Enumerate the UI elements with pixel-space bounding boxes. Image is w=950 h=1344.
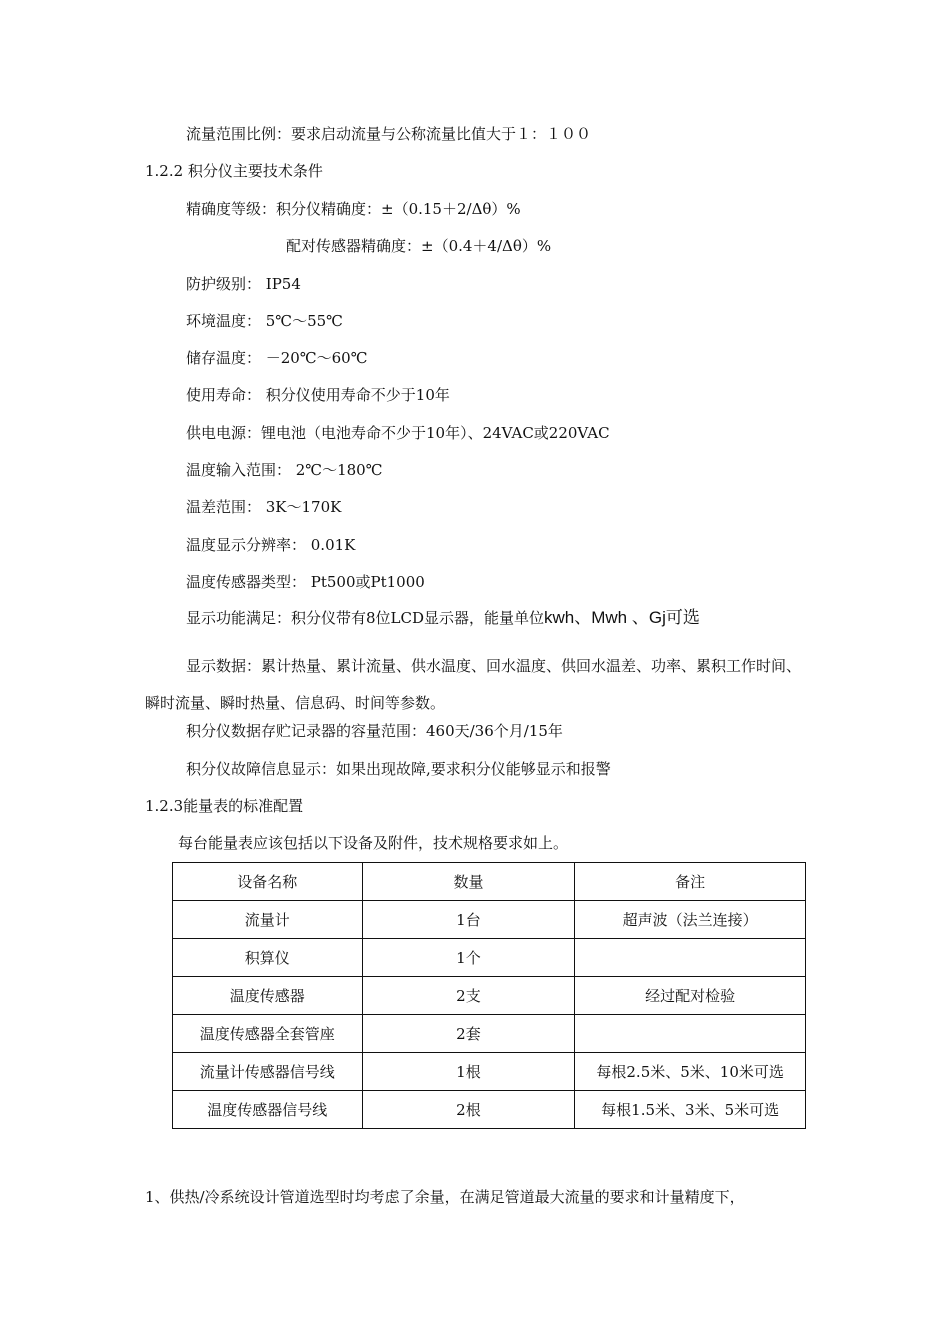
temp-diff-line: 温差范围： 3K～170K bbox=[186, 498, 342, 516]
accuracy-line: 精确度等级：积分仪精确度：±（0.15＋2/Δθ）% bbox=[186, 200, 521, 218]
table-cell: 2根 bbox=[362, 1091, 575, 1129]
section-heading-1-2-2: 1.2.2 积分仪主要技术条件 bbox=[145, 162, 323, 180]
table-cell bbox=[575, 1015, 806, 1053]
table-cell: 2支 bbox=[362, 977, 575, 1015]
table-cell: 1个 bbox=[362, 939, 575, 977]
table-row bbox=[173, 1053, 806, 1091]
section-heading-1-2-3: 1.2.3能量表的标准配置 bbox=[145, 797, 304, 815]
table-row bbox=[173, 1015, 806, 1053]
table-cell: 温度传感器 bbox=[173, 977, 363, 1015]
temp-resolution-line: 温度显示分辨率： 0.01K bbox=[186, 536, 356, 554]
table-row bbox=[173, 977, 806, 1015]
table-header-cell: 设备名称 bbox=[173, 863, 363, 901]
display-function-text: 显示功能满足：积分仪带有8位LCD显示器，能量单位 bbox=[186, 609, 545, 627]
table-row bbox=[173, 901, 806, 939]
storage-capacity-line: 积分仪数据存贮记录器的容量范围：460天/36个月/15年 bbox=[186, 722, 563, 740]
table-cell: 经过配对检验 bbox=[575, 977, 806, 1015]
energy-units-text: kwh、Mwh 、Gj可选 bbox=[544, 608, 700, 627]
table-cell: 1根 bbox=[362, 1053, 575, 1091]
table-cell: 积算仪 bbox=[173, 939, 363, 977]
footer-paragraph-line: 1、供热/冷系统设计管道选型时均考虑了余量，在满足管道最大流量的要求和计量精度下， bbox=[145, 1188, 745, 1206]
storage-temp-line: 储存温度： －20℃～60℃ bbox=[186, 349, 368, 367]
display-data-paragraph: 显示数据：累计热量、累计流量、供水温度、回水温度、供回水温差、功率、累积工作时间、瞬时流量、瞬时热量、信息码、时间等参数。 bbox=[145, 657, 802, 712]
table-header-cell: 数量 bbox=[362, 863, 575, 901]
temp-input-line: 温度输入范围： 2℃～180℃ bbox=[186, 461, 383, 479]
sensor-type-line: 温度传感器类型： Pt500或Pt1000 bbox=[186, 573, 425, 591]
table-header-row bbox=[173, 863, 806, 901]
display-function-line bbox=[186, 608, 700, 628]
service-life-line: 使用寿命： 积分仪使用寿命不少于10年 bbox=[186, 386, 450, 404]
table-cell bbox=[575, 939, 806, 977]
protection-line: 防护级别： IP54 bbox=[186, 275, 301, 293]
table-cell: 温度传感器全套管座 bbox=[173, 1015, 363, 1053]
sensor-accuracy-line: 配对传感器精确度：±（0.4＋4/Δθ）% bbox=[286, 237, 552, 255]
table-cell: 1台 bbox=[362, 901, 575, 939]
table-cell: 流量计 bbox=[173, 901, 363, 939]
table-cell: 流量计传感器信号线 bbox=[173, 1053, 363, 1091]
table-cell: 2套 bbox=[362, 1015, 575, 1053]
table-row bbox=[173, 1091, 806, 1129]
table-cell: 每根2.5米、5米、10米可选 bbox=[575, 1053, 806, 1091]
power-line: 供电电源：锂电池（电池寿命不少于10年）、24VAC或220VAC bbox=[186, 424, 610, 442]
table-header-cell: 备注 bbox=[575, 863, 806, 901]
flow-range-line: 流量范围比例：要求启动流量与公称流量比值大于１：１００ bbox=[186, 125, 592, 143]
table-cell: 每根1.5米、3米、5米可选 bbox=[575, 1091, 806, 1129]
config-intro-line: 每台能量表应该包括以下设备及附件，技术规格要求如上。 bbox=[178, 834, 569, 852]
fault-display-line: 积分仪故障信息显示：如果出现故障,要求积分仪能够显示和报警 bbox=[186, 760, 611, 778]
table-row bbox=[173, 939, 806, 977]
table-cell: 超声波（法兰连接） bbox=[575, 901, 806, 939]
ambient-temp-line: 环境温度： 5℃～55℃ bbox=[186, 312, 343, 330]
table-cell: 温度传感器信号线 bbox=[173, 1091, 363, 1129]
configuration-table bbox=[172, 862, 806, 1129]
